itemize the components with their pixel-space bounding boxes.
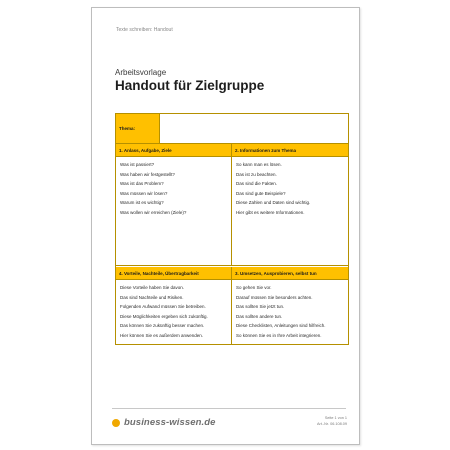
thema-row (116, 114, 348, 144)
section-heading: 2. Informationen zum Thema (232, 144, 348, 157)
section-line: Was ist das Problem? (120, 181, 164, 186)
section-line: So kann man es lösen. (236, 162, 282, 167)
section-line: Das können Sie zukünftig besser machen. (120, 323, 205, 328)
article-number: Art.-Nr. 06.108.09 (317, 422, 347, 426)
logo-dot-icon (112, 419, 120, 427)
brand-logo (112, 417, 216, 428)
thema-label: Thema: (116, 114, 160, 143)
worksheet-table (115, 113, 349, 345)
section-line: Das sollten andere tun. (236, 313, 283, 319)
section-line: Was haben wir festgestellt? (120, 171, 175, 177)
section-line: So können Sie es in Ihre Arbeit integrieren. (236, 332, 322, 338)
section-line: So gehen Sie vor. (236, 285, 272, 290)
section-vorteile (116, 267, 232, 344)
section-line: Das sollten Sie jetzt tun. (236, 304, 285, 309)
section-line: Was müssen wir lösen? (120, 190, 168, 196)
section-line: Darauf müssen Sie besonders achten. (236, 294, 313, 300)
logo-text: business-wissen.de (124, 417, 216, 428)
section-line: Diese Zahlen und Daten sind wichtig. (236, 200, 311, 205)
section-umsetzen (232, 267, 348, 344)
section-line: Das ist zu beachten. (236, 171, 277, 177)
page-info: Seite 1 von 1 (324, 416, 347, 420)
section-line: Was wollen wir erreichen (Ziele)? (120, 209, 187, 215)
section-line: Das sind gute Beispiele? (236, 190, 286, 196)
section-informationen (232, 144, 348, 266)
section-heading: 4. Vorteile, Nachteile, Übertragbarkeit (116, 267, 231, 280)
section-line: Was ist passiert? (120, 162, 155, 167)
section-anlass (116, 144, 232, 266)
section-line: Diese Möglichkeiten ergeben sich zukünftig. (120, 313, 208, 319)
document-header: Texte schreiben: Handout (116, 27, 173, 33)
footer-meta (317, 415, 347, 427)
section-line: Hier können Sie es außerdem anwenden. (120, 332, 204, 338)
section-line: Diese Vorteile haben Sie davon. (120, 285, 185, 290)
section-line: Das sind die Fakten. (236, 181, 278, 186)
section-line: Hier gibt es weitere Informationen. (236, 209, 305, 215)
section-heading: 1. Anlass, Aufgabe, Ziele (116, 144, 231, 157)
document-page (91, 7, 360, 445)
section-line: Diese Checklisten, Anleitungen sind hilfreich. (236, 323, 326, 328)
section-line: Warum ist es wichtig? (120, 200, 164, 205)
document-title: Handout für Zielgruppe (115, 78, 265, 93)
section-line: Folgenden Aufwand müssen Sie betreiben. (120, 304, 206, 309)
section-heading: 3. Umsetzen, Ausprobieren, selbst tun (232, 267, 348, 280)
document-subtitle: Arbeitsvorlage (115, 68, 167, 77)
footer-divider (112, 408, 346, 409)
section-line: Das sind Nachteile und Risiken. (120, 294, 184, 300)
